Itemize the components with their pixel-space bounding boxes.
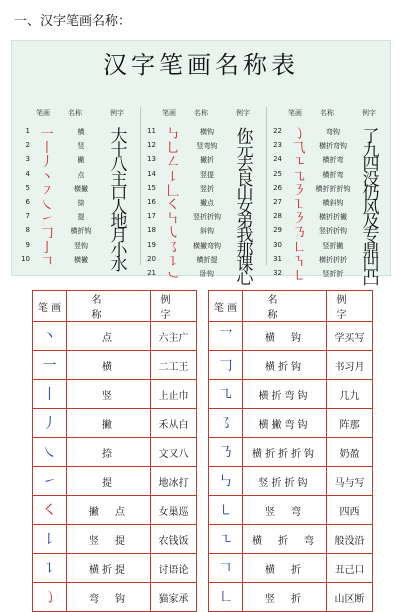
stroke-name: 横 (67, 351, 151, 380)
example-char: 小 (110, 240, 128, 261)
header-name: 名 称 (243, 291, 327, 322)
stroke-glyph: 丨 (33, 380, 67, 409)
chart-header-cell: 笔画 (162, 109, 176, 117)
chart-row-number: 23 (273, 141, 282, 150)
stroke-name: 竖折折钩 (193, 213, 221, 222)
chart-row-number: 7 (25, 212, 30, 221)
table-row (33, 554, 197, 583)
stroke-name: 竖折撇 (322, 241, 344, 250)
stroke-glyph: ⺄ (292, 141, 306, 157)
stroke-name: 弯钩 (326, 128, 340, 136)
example-char: 课 (236, 254, 254, 275)
table-row (209, 554, 373, 583)
stroke-name: 横折弯 (322, 156, 344, 165)
stroke-glyph: 丿 (40, 155, 54, 171)
chart-divider (140, 107, 141, 265)
stroke-glyph: ㇇ (40, 183, 54, 199)
stroke-name: 竖 提 (67, 525, 151, 554)
stroke-name: 竖 弯 (243, 496, 327, 525)
table-row (33, 467, 197, 496)
stroke-name: 竖弯钩 (196, 142, 218, 151)
stroke-glyph: ㇀ (33, 467, 67, 496)
stroke-glyph: ㇙ (166, 169, 180, 185)
chart-header-cell: 例字 (236, 109, 250, 117)
example-char: 元 (236, 141, 254, 162)
stroke-glyph: ㇂ (166, 226, 180, 242)
example-char: 十 (110, 141, 128, 162)
chart-row-number: 17 (147, 212, 156, 221)
example-char: 月 (110, 226, 128, 247)
stroke-glyph: ㇉ (209, 467, 243, 496)
chart-header-cell: 例字 (362, 109, 376, 117)
table-row (33, 583, 197, 612)
table-row (209, 525, 373, 554)
table-row (33, 438, 197, 467)
chart-row-number: 3 (25, 155, 30, 164)
header-example: 例 字 (151, 291, 197, 322)
stroke-name: 横折弯 (322, 170, 344, 179)
stroke-glyph: ㇃ (166, 269, 180, 284)
chart-panel-header (144, 108, 262, 120)
example-chars: 阵那 (327, 409, 373, 438)
example-chars: 马与写 (327, 467, 373, 496)
chart-row-number: 2 (25, 141, 30, 150)
stroke-name: 竖 (77, 142, 85, 151)
chart-title: 汉字笔画名称表 (103, 51, 299, 79)
stroke-table-right (208, 290, 373, 612)
chart-row-number: 14 (147, 169, 156, 178)
stroke-glyph: 𠃌 (209, 351, 243, 380)
example-chars: 农钱饭 (151, 525, 197, 554)
example-char: 口 (110, 183, 128, 204)
chart-row (270, 265, 388, 289)
stroke-name: 横 折 (243, 554, 327, 583)
chart-row-number: 12 (147, 141, 156, 150)
chart-row-number: 21 (147, 269, 156, 277)
stroke-name: 横钩 (200, 128, 214, 136)
section-heading: 一、汉字笔画名称： (14, 14, 132, 29)
chart-row-number: 19 (147, 240, 156, 249)
stroke-name: 斜钩 (200, 227, 214, 236)
stroke-glyph: ㇊ (166, 254, 180, 270)
stroke-name: 撇 (77, 156, 85, 165)
table-row (33, 525, 197, 554)
example-char: 专 (362, 226, 380, 247)
example-chars: 学买写 (327, 322, 373, 351)
chart-header-cell: 名称 (320, 109, 334, 117)
chart-row-number: 1 (25, 127, 30, 135)
example-chars: 猫家承 (151, 583, 197, 612)
chart-row-number: 11 (147, 127, 156, 135)
example-char: 去 (236, 155, 254, 176)
table-row (209, 351, 373, 380)
chart-row-number: 22 (273, 127, 282, 135)
stroke-name: 横撇 (74, 255, 88, 264)
stroke-name: 横折提 (67, 554, 151, 583)
chart-header-cell: 笔画 (36, 109, 50, 117)
example-char: 了 (362, 127, 380, 147)
stroke-glyph: 𠃍 (209, 554, 243, 583)
stroke-name: 竖折折钩 (319, 227, 347, 236)
stroke-name: 撇 点 (67, 496, 151, 525)
table-row (209, 380, 373, 409)
chart-row-number: 18 (147, 226, 156, 235)
header-name: 名 称 (67, 291, 151, 322)
example-char: 那 (236, 240, 254, 261)
stroke-glyph: ㇋ (292, 183, 306, 199)
example-char: 九 (362, 141, 380, 162)
chart-row-number: 16 (147, 198, 156, 206)
stroke-name: 提 (77, 213, 85, 222)
stroke-glyph: ㇄ (209, 496, 243, 525)
stroke-glyph: ㇛ (166, 198, 180, 213)
stroke-name: 横折弯钩 (243, 380, 327, 409)
example-char: 风 (362, 198, 380, 218)
example-char: 你 (236, 127, 254, 147)
table-row (209, 438, 373, 467)
stroke-glyph: ㇏ (40, 198, 54, 213)
stroke-name: 弯 钩 (67, 583, 151, 612)
chart-row-number: 29 (273, 226, 282, 235)
stroke-name: 横折折撇 (319, 213, 347, 222)
stroke-glyph: 𠃊 (166, 183, 180, 199)
chart-row-number: 31 (273, 254, 282, 263)
stroke-glyph: 丨 (40, 141, 54, 157)
example-chars: 山区断 (327, 583, 373, 612)
example-chars: 禾从白 (151, 409, 197, 438)
table-row (33, 496, 197, 525)
stroke-glyph: ㇛ (33, 496, 67, 525)
stroke-glyph: ㇉ (166, 127, 180, 142)
stroke-name: 撇点 (200, 199, 214, 207)
example-char: 凹 (362, 254, 380, 275)
stroke-glyph: ㇅ (292, 198, 306, 213)
example-char: 四 (362, 155, 380, 176)
chart-header-cell: 名称 (68, 109, 82, 117)
stroke-name: 捺 (67, 438, 151, 467)
stroke-glyph: 丶 (33, 322, 67, 351)
stroke-name-chart (11, 40, 391, 289)
stroke-glyph: ㇍ (209, 525, 243, 554)
stroke-glyph: ㇀ (40, 212, 54, 228)
stroke-name: 横折折折钩 (243, 438, 327, 467)
chart-row-number: 24 (273, 155, 282, 164)
chart-row-number: 32 (273, 269, 282, 277)
stroke-name: 横 折 弯 (243, 525, 327, 554)
example-chars: 六主广 (151, 322, 197, 351)
stroke-glyph: ㇎ (292, 254, 306, 270)
example-char: 八 (110, 155, 128, 176)
stroke-name: 横 (77, 128, 85, 136)
example-chars: 几九 (327, 380, 373, 409)
stroke-name: 横斜钩 (322, 199, 344, 207)
example-chars: 上止巾 (151, 380, 197, 409)
chart-row-number: 9 (25, 240, 30, 249)
chart-row-number: 25 (273, 169, 282, 178)
stroke-name: 横 钩 (243, 322, 327, 351)
chart-row-number: 6 (25, 198, 30, 206)
example-chars: 文又八 (151, 438, 197, 467)
stroke-glyph: 𠃌 (40, 226, 54, 242)
chart-divider (266, 107, 267, 265)
stroke-glyph: 乚 (166, 141, 180, 157)
stroke-glyph: ㇡ (209, 438, 243, 467)
stroke-name: 竖折折 (322, 270, 344, 278)
chart-row-number: 28 (273, 212, 282, 221)
stroke-name: 横折折折 (319, 255, 347, 264)
stroke-name: 点 (77, 170, 85, 179)
example-char: 仍 (362, 183, 380, 204)
stroke-glyph: ㇈ (292, 169, 306, 185)
example-char: 水 (110, 254, 128, 275)
stroke-name: 捺 (77, 199, 85, 207)
stroke-glyph: ㇗ (209, 583, 243, 612)
table-row (33, 409, 197, 438)
stroke-glyph: 丿 (33, 409, 67, 438)
stroke-name: 横撇弯钩 (243, 409, 327, 438)
example-char: 主 (110, 169, 128, 190)
chart-row-number: 26 (273, 183, 282, 192)
stroke-glyph: 亅 (40, 240, 54, 256)
stroke-glyph: 𠃍 (40, 254, 54, 270)
stroke-glyph: ㇜ (166, 155, 180, 171)
stroke-name: 竖 (67, 380, 151, 409)
stroke-glyph: 一 (40, 127, 54, 142)
example-char: 我 (236, 226, 254, 247)
chart-header-cell: 笔画 (288, 109, 302, 117)
example-char: 人 (110, 198, 128, 218)
header-example: 例 字 (327, 291, 373, 322)
stroke-name: 横折弯钩 (319, 142, 347, 151)
stroke-glyph: ㇁ (292, 127, 306, 142)
example-char: 凸 (362, 269, 380, 289)
example-chars: 二工王 (151, 351, 197, 380)
example-char: 弟 (236, 212, 254, 233)
example-chars: 讨语论 (151, 554, 197, 583)
chart-row-number: 13 (147, 155, 156, 164)
chart-panel-header (18, 108, 136, 120)
stroke-name: 横撇 (74, 184, 88, 193)
stroke-name: 竖提 (200, 170, 214, 179)
chart-header-cell: 例字 (110, 109, 124, 117)
example-chars: 书习月 (327, 351, 373, 380)
table-row (209, 467, 373, 496)
stroke-glyph: ㇡ (292, 226, 306, 242)
table-row (209, 496, 373, 525)
stroke-name: 横折折折钩 (315, 184, 351, 193)
example-chars: 女巢巡 (151, 496, 197, 525)
stroke-name: 竖 折 (243, 583, 327, 612)
table-row (33, 322, 197, 351)
example-char: 及 (362, 212, 380, 233)
stroke-glyph: ㇊ (33, 554, 67, 583)
stroke-glyph: ㇌ (209, 409, 243, 438)
stroke-name: 提 (67, 467, 151, 496)
chart-row-number: 10 (21, 254, 30, 263)
example-char: 鼎 (362, 240, 380, 261)
table-row (33, 351, 197, 380)
header-stroke: 笔 画 (33, 291, 67, 322)
stroke-name: 撇 (67, 409, 151, 438)
stroke-glyph: ㇌ (166, 240, 180, 256)
example-char: 良 (236, 169, 254, 190)
example-char: 心 (236, 269, 254, 289)
example-char: 女 (236, 198, 254, 218)
stroke-glyph: ㇞ (166, 212, 180, 228)
chart-row (18, 251, 136, 275)
chart-panel-header (270, 108, 388, 120)
stroke-name: 点 (67, 322, 151, 351)
stroke-glyph: ㇁ (33, 583, 67, 612)
chart-row-number: 30 (273, 240, 282, 249)
stroke-table-left (32, 290, 197, 612)
stroke-glyph: ㇍ (292, 155, 306, 171)
table-row (209, 322, 373, 351)
chart-row (144, 265, 262, 289)
chart-header-cell: 名称 (194, 109, 208, 117)
chart-row-number: 5 (25, 183, 30, 192)
stroke-name: 横折提 (196, 255, 218, 264)
stroke-glyph: ㇙ (33, 525, 67, 554)
stroke-name: 卧钩 (200, 270, 214, 278)
stroke-glyph: ㇄ (292, 269, 306, 284)
stroke-name: 横折钩 (70, 227, 92, 236)
table-header-row (33, 291, 197, 322)
stroke-glyph: ㇏ (33, 438, 67, 467)
chart-row-number: 4 (25, 169, 30, 178)
stroke-name: 撇折 (200, 156, 214, 165)
example-char: 大 (110, 127, 128, 147)
example-char: 山 (236, 183, 254, 204)
stroke-name: 竖钩 (74, 241, 88, 250)
header-stroke: 笔 画 (209, 291, 243, 322)
chart-row-number: 15 (147, 183, 156, 192)
stroke-name: 竖折 (200, 184, 214, 193)
example-chars: 般没沿 (327, 525, 373, 554)
stroke-glyph: ㇈ (209, 380, 243, 409)
table-header-row (209, 291, 373, 322)
example-chars: 四西 (327, 496, 373, 525)
stroke-glyph: 一 (33, 351, 67, 380)
stroke-name: 竖折折钩 (243, 467, 327, 496)
table-row (33, 380, 197, 409)
chart-row-number: 20 (147, 254, 156, 263)
example-char: 地 (110, 212, 128, 233)
table-row (209, 409, 373, 438)
stroke-glyph: ㇗ (292, 240, 306, 256)
table-row (209, 583, 373, 612)
stroke-glyph: 丶 (40, 169, 54, 185)
example-chars: 奶盈 (327, 438, 373, 467)
chart-row-number: 8 (25, 226, 30, 235)
stroke-glyph: ㇋ (292, 212, 306, 228)
example-chars: 地冰打 (151, 467, 197, 496)
chart-row-number: 27 (273, 198, 282, 206)
stroke-name: 横撇弯钩 (193, 241, 221, 250)
stroke-name: 横折钩 (243, 351, 327, 380)
stroke-glyph: 乛 (209, 322, 243, 351)
example-char: 没 (362, 169, 380, 190)
example-chars: 丑己口 (327, 554, 373, 583)
